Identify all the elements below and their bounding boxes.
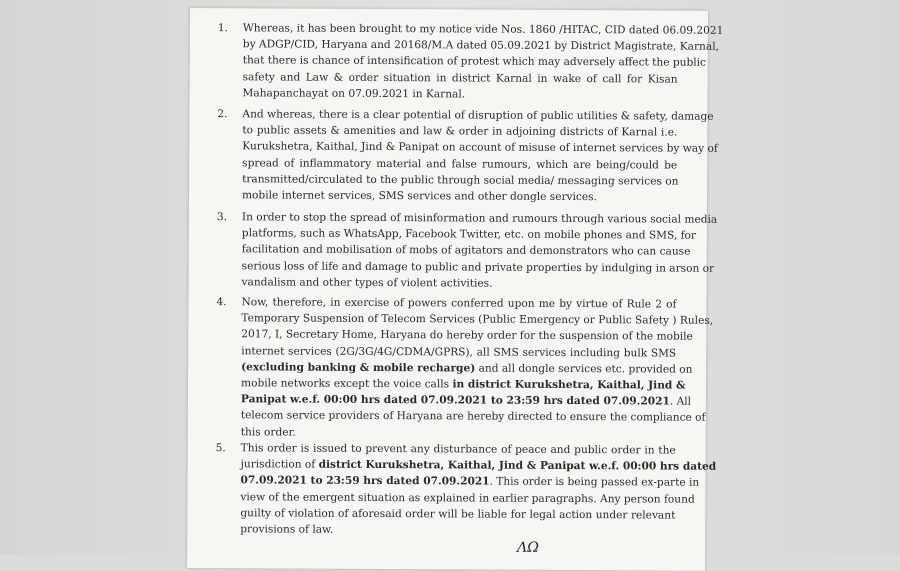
paragraph-line: to public assets & amenities and law & order in adjoining districts of Karnal i.e. <box>242 124 678 139</box>
paragraph-line: And whereas, there is a clear potential of disruption of public utilities & safety, damage <box>242 108 714 123</box>
paragraph-line: that there is chance of intensification of protest which may adversely affect the public <box>242 54 706 70</box>
document-page <box>187 8 724 571</box>
signature-mark: ΛΩ <box>517 539 539 556</box>
paragraph-line: Kurukshetra, Kaithal, Jind & Panipat on account of misuse of internet services by way of <box>242 140 718 156</box>
text-run: . This order is being passed ex-parte in <box>489 475 700 490</box>
paragraph-line: transmitted/circulated to the public through social media/ messaging services on <box>242 173 679 188</box>
paragraph-line: 2017, I, Secretary Home, Haryana do hereby order for the suspension of the mobile <box>241 328 693 344</box>
text-run: mobile networks except the voice calls <box>241 377 453 391</box>
paragraph-number: 4. <box>216 296 227 309</box>
paragraph-line: Now, therefore, in exercise of powers conferred upon me by virtue of Rule 2 of <box>241 296 677 311</box>
paragraph-line: Mahapanchayat on 07.09.2021 in Karnal. <box>242 87 466 101</box>
bold-text: 07.09.2021 to 23:59 hrs dated 07.09.2021 <box>240 474 490 488</box>
paragraph-5 <box>215 440 717 540</box>
paragraph-line: vandalism and other types of violent activities. <box>241 276 493 290</box>
bold-text: Panipat w.e.f. 00:00 hrs dated 07.09.2021 to 23:59 hrs dated 07.09.2021 <box>240 393 670 408</box>
paragraph-line <box>240 473 700 491</box>
paragraph-4 <box>216 294 714 442</box>
bold-text: in district Kurukshetra, Kaithal, Jind & <box>452 378 686 392</box>
paragraph-line: this order. <box>240 425 296 439</box>
paragraph-line: In order to stop the spread of misinformation and rumours through various social media <box>241 211 718 226</box>
paragraph-3 <box>216 209 718 292</box>
paragraph-1 <box>217 20 724 103</box>
paragraph-number: 1. <box>217 22 229 35</box>
paragraph-line: Temporary Suspension of Telecom Services (Public Emergency or Public Safety ) Rules, <box>241 312 714 327</box>
paragraph-number: 3. <box>216 211 228 224</box>
paragraph-line: provisions of law. <box>240 523 334 536</box>
paragraph-line: telecom service providers of Haryana are hereby directed to ensure the compliance of <box>240 409 706 425</box>
paragraph-line: Whereas, it has been brought to my notice vide Nos. 1860 /HITAC, CID dated 06.09.2021 <box>242 22 724 37</box>
paragraph-line: internet services (2G/3G/4G/CDMA/GPRS), all SMS services including bulk SMS <box>241 344 677 360</box>
paragraph-line: guilty of violation of aforesaid order will be liable for legal action under relevant <box>240 507 676 522</box>
paragraph-2 <box>217 106 718 206</box>
paragraph-line: spread of inflammatory material and false rumours, which are being/could be <box>242 156 678 172</box>
paragraph-line: platforms, such as WhatsApp, Facebook Twitter, etc. on mobile phones and SMS, for <box>241 227 697 242</box>
paragraph-number: 2. <box>217 108 228 121</box>
paragraph-line: mobile internet services, SMS services and other dongle services. <box>241 189 597 204</box>
bold-text: district Kurukshetra, Kaithal, Jind & Panipat w.e.f. 00:00 hrs dated <box>318 458 717 473</box>
paragraph-line: by ADGP/CID, Haryana and 20168/M.A dated 05.09.2021 by District Magistrate, Karnal, <box>242 38 720 53</box>
paragraph-line: view of the emergent situation as explained in earlier paragraphs. Any person found <box>240 490 695 506</box>
paragraph-line: facilitation and mobilisation of mobs of agitators and demonstrators who can cause <box>241 243 691 259</box>
paragraph-line: This order is issued to prevent any disturbance of peace and public order in the <box>240 442 676 457</box>
bold-text: (excluding banking & mobile recharge) <box>241 361 476 375</box>
text-run: and all dongle services etc. provided on <box>475 362 693 376</box>
text-run: jurisdiction of <box>240 458 319 471</box>
paragraph-number: 5. <box>215 442 226 455</box>
paragraph-line: safety and Law & order situation in district Karnal in wake of call for Kisan <box>242 70 678 86</box>
text-run: . All <box>669 395 692 408</box>
paragraph-line: serious loss of life and damage to public and private properties by indulging in arson or <box>241 259 715 275</box>
